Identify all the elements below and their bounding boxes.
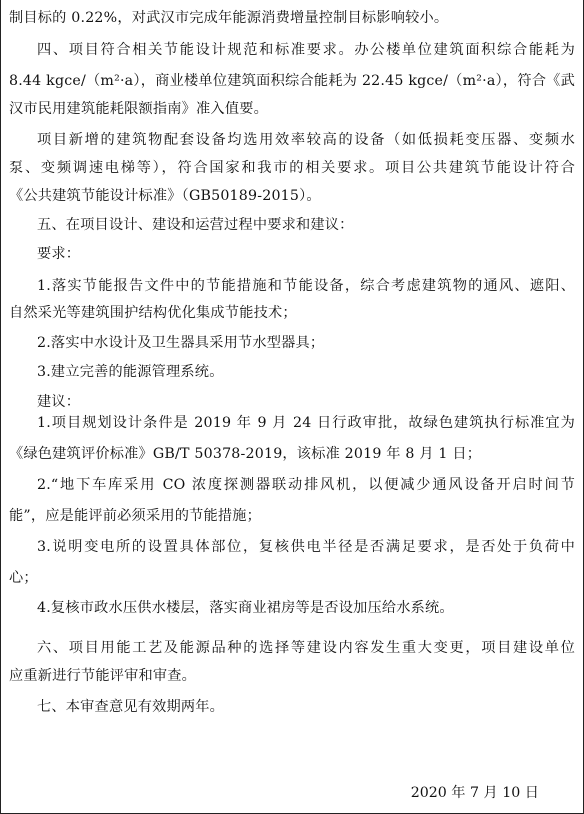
section-heading: 六、项目用能工艺及能源品种的选择等建设内容发生重大变更，项目建设单位 (37, 640, 575, 656)
text-line: 2.“地下车库采用 CO 浓度探测器联动排风机，以便减少通风设备开启时间节 (37, 477, 575, 493)
text-line: 能”，应是能评前必须采用的节能措施； (9, 508, 262, 524)
text-line: 1.落实节能报告文件中的节能措施和节能设备，综合考虑建筑物的通风、遮阳、 (37, 278, 575, 294)
text-line: 4.复核市政水压供水楼层，落实商业裙房等是否设加压给水系统。 (37, 600, 454, 616)
text-line: 四、项目符合相关节能设计规范和标准要求。办公楼单位建筑面积综合能耗为 (37, 42, 575, 58)
text-line: 制目标的 0.22%，对武汉市完成年能源消费增量控制目标影响较小。 (9, 10, 449, 26)
text-line: 2.落实中水设计及卫生器具采用节水型器具； (37, 335, 325, 351)
text-line: 《公共建筑节能设计标准》（GB50189-2015）。 (9, 188, 321, 204)
section-heading: 七、本审查意见有效期两年。 (37, 699, 225, 715)
text-line: 《绿色建筑评价标准》GB/T 50378-2019，该标准 2019 年 8 月 1 日； (9, 446, 482, 462)
text-line: 项目新增的建筑物配套设备均选用效率较高的设备（如低损耗变压器、变频水 (37, 132, 575, 148)
text-line: 1.项目规划设计条件是 2019 年 9 月 24 日行政审批，故绿色建筑执行标准宜为 (37, 415, 575, 431)
text-line: 3.说明变电所的设置具体部位，复核供电半径是否满足要求，是否处于负荷中 (37, 539, 575, 555)
signature-date: 2020 年 7 月 10 日 (410, 785, 539, 801)
text-line: 应重新进行节能评审和审查。 (9, 668, 197, 684)
text-line: 自然采光等建筑围护结构优化集成节能技术； (9, 305, 297, 321)
text-line: 汉市民用建筑能耗限额指南》准入值要。 (9, 101, 268, 117)
section-heading: 五、在项目设计、建设和运营过程中要求和建议： (37, 217, 354, 233)
text-line: 泵、变频调速电梯等），符合国家和我市的相关要求。项目公共建筑节能设计符合 (9, 160, 575, 176)
text-line: 8.44 kgce/（m²·a），商业楼单位建筑面积综合能耗为 22.45 kgce/（m²·a），符合《武 (9, 73, 575, 89)
text-line: 心； (9, 570, 38, 586)
subheading: 建议： (37, 394, 81, 410)
text-line: 3.建立完善的能源管理系统。 (37, 364, 224, 380)
subheading: 要求： (37, 246, 81, 262)
